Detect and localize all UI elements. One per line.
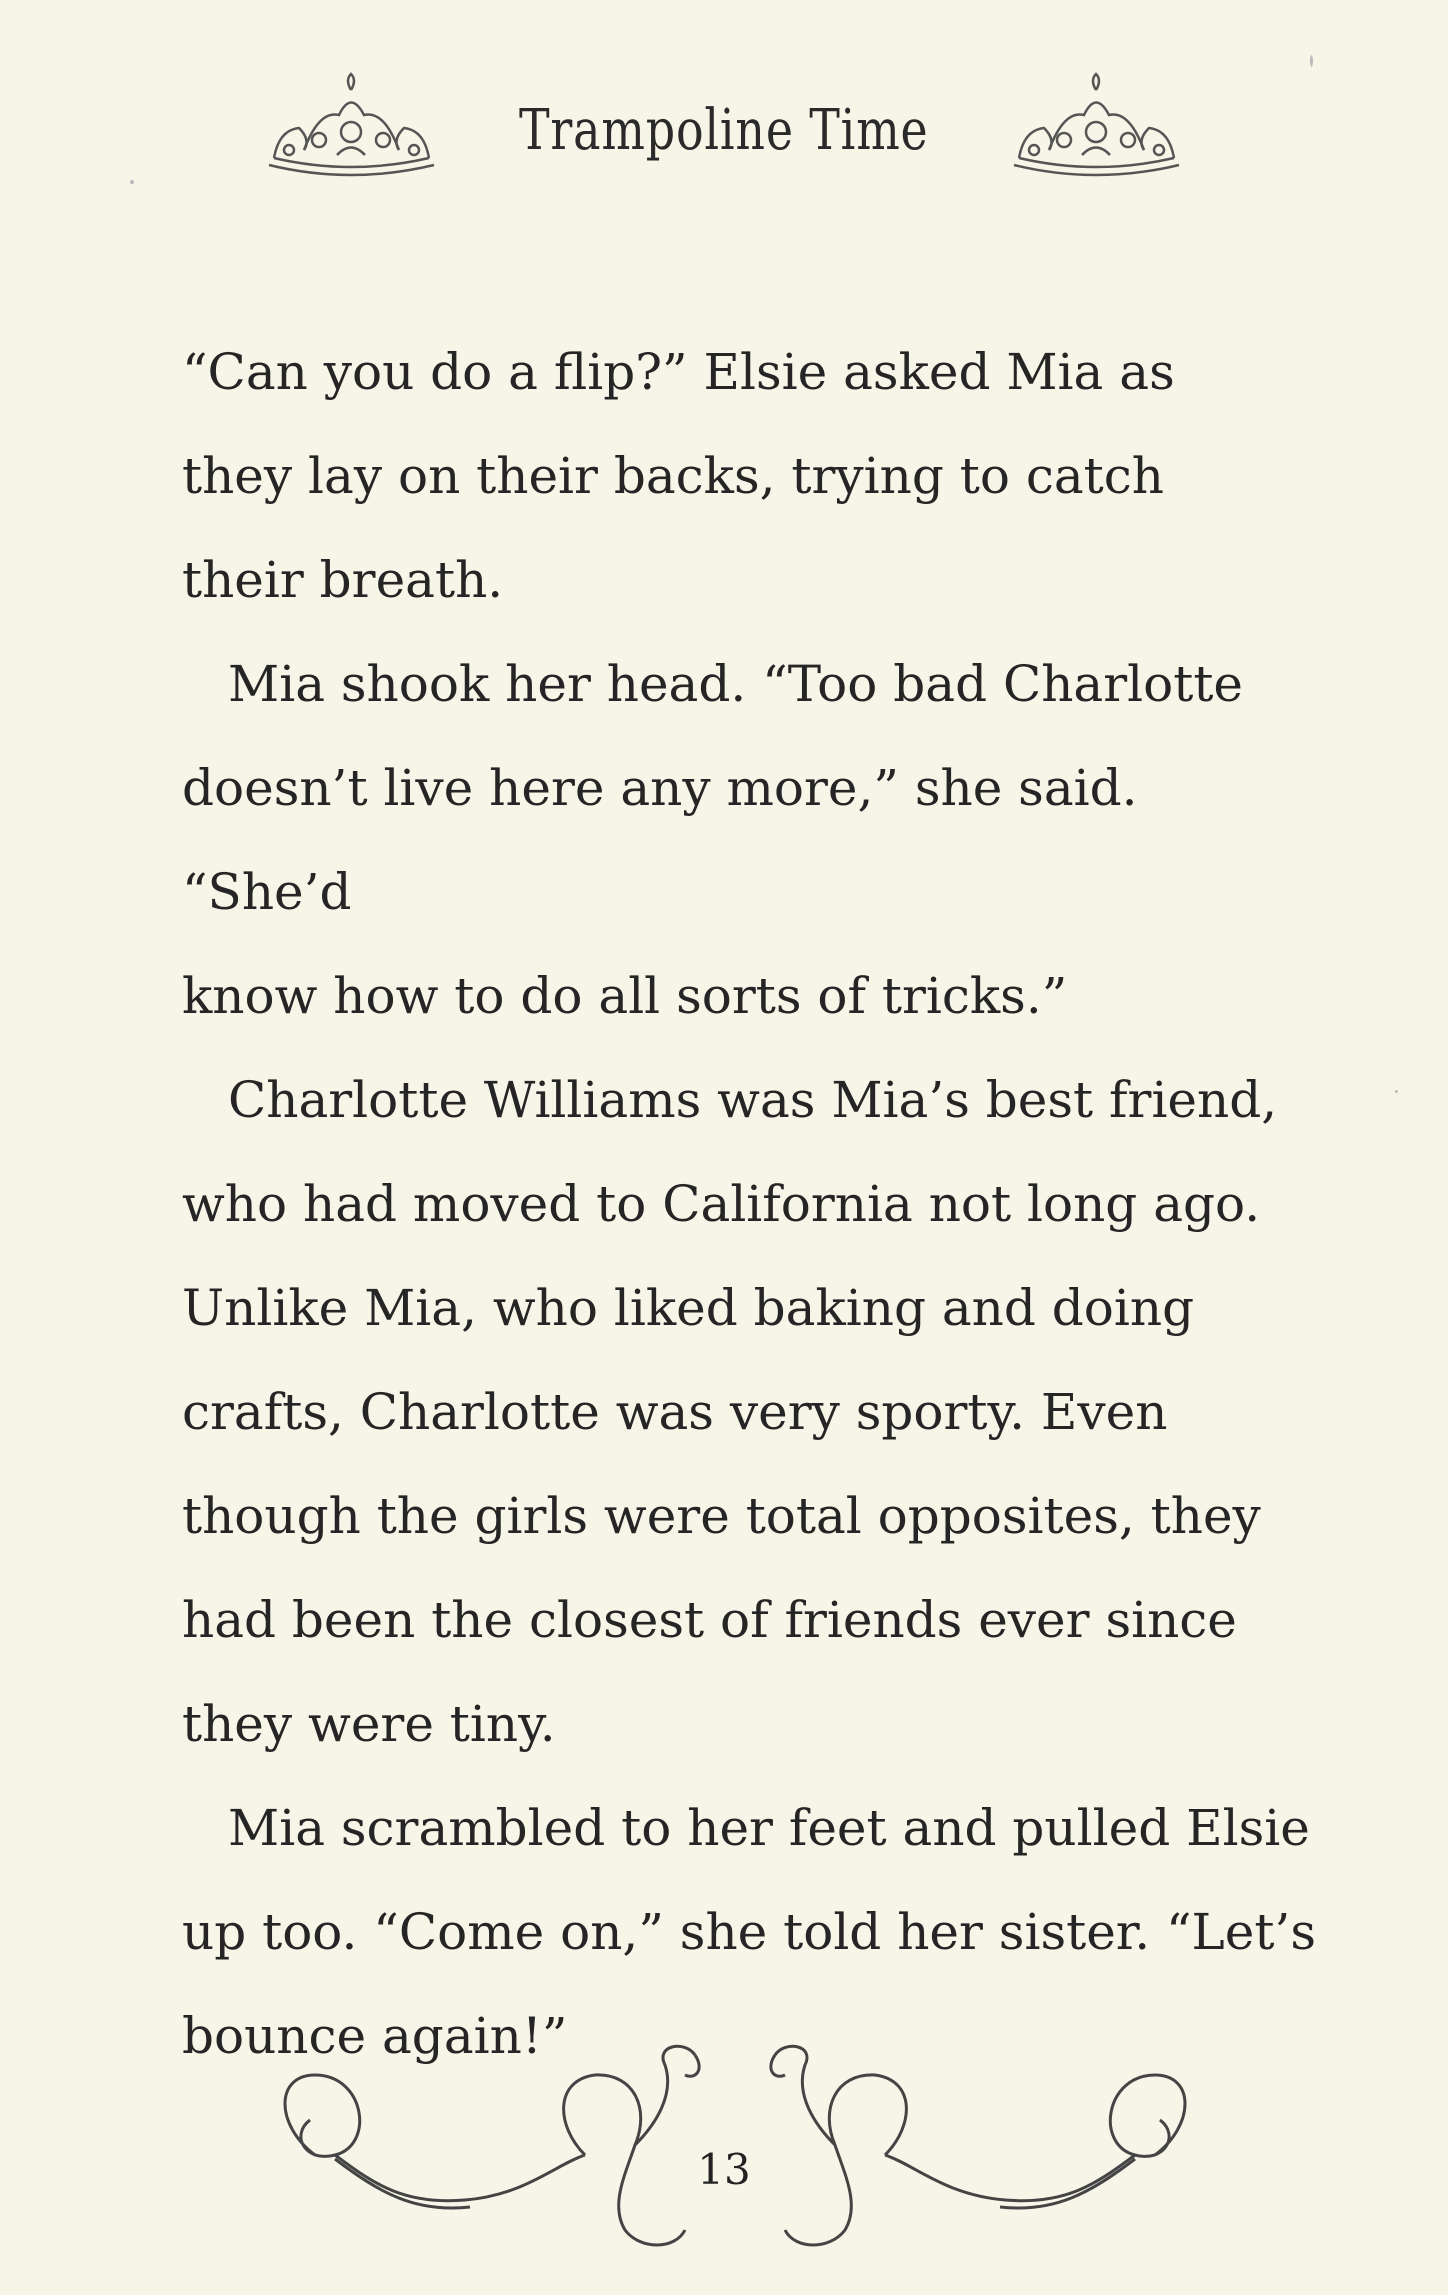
text-line: Mia shook her head. “Too bad Charlotte [228,655,1244,713]
text-line: “Can you do a flip?” Elsie asked Mia as [182,343,1175,401]
text-line: Mia scrambled to her feet and pulled Elsie [228,1799,1310,1857]
paper-speck [1395,1090,1398,1093]
text-line: they were tiny. [182,1695,556,1753]
running-header [0,60,1448,200]
paper-speck [130,180,134,184]
text-line: had been the closest of friends ever since [182,1591,1237,1649]
paper-speck [1310,55,1313,67]
text-line: their breath. [182,551,504,609]
paragraph [182,632,1322,1048]
text-line: they lay on their backs, trying to catch [182,447,1164,505]
text-line: who had moved to California not long ago. [182,1175,1261,1233]
text-line: Unlike Mia, who liked baking and doing [182,1279,1195,1337]
paragraph [182,1048,1322,1776]
running-title: Trampoline Time [519,97,929,163]
text-line: doesn’t live here any more,” she said. “She’d [182,759,1138,921]
text-line: crafts, Charlotte was very sporty. Even [182,1383,1168,1441]
text-line: up too. “Come on,” she told her sister. “Let’s [182,1903,1316,1961]
page-number: 13 [697,2145,751,2194]
body-text [182,320,1322,2088]
text-line: though the girls were total opposites, they [182,1487,1261,1545]
paragraph [182,320,1322,632]
tiara-icon [259,70,444,190]
text-line: bounce again!” [182,2007,568,2065]
text-line: Charlotte Williams was Mia’s best friend, [228,1071,1278,1129]
text-line: know how to do all sorts of tricks.” [182,967,1068,1025]
tiara-icon [1004,70,1189,190]
